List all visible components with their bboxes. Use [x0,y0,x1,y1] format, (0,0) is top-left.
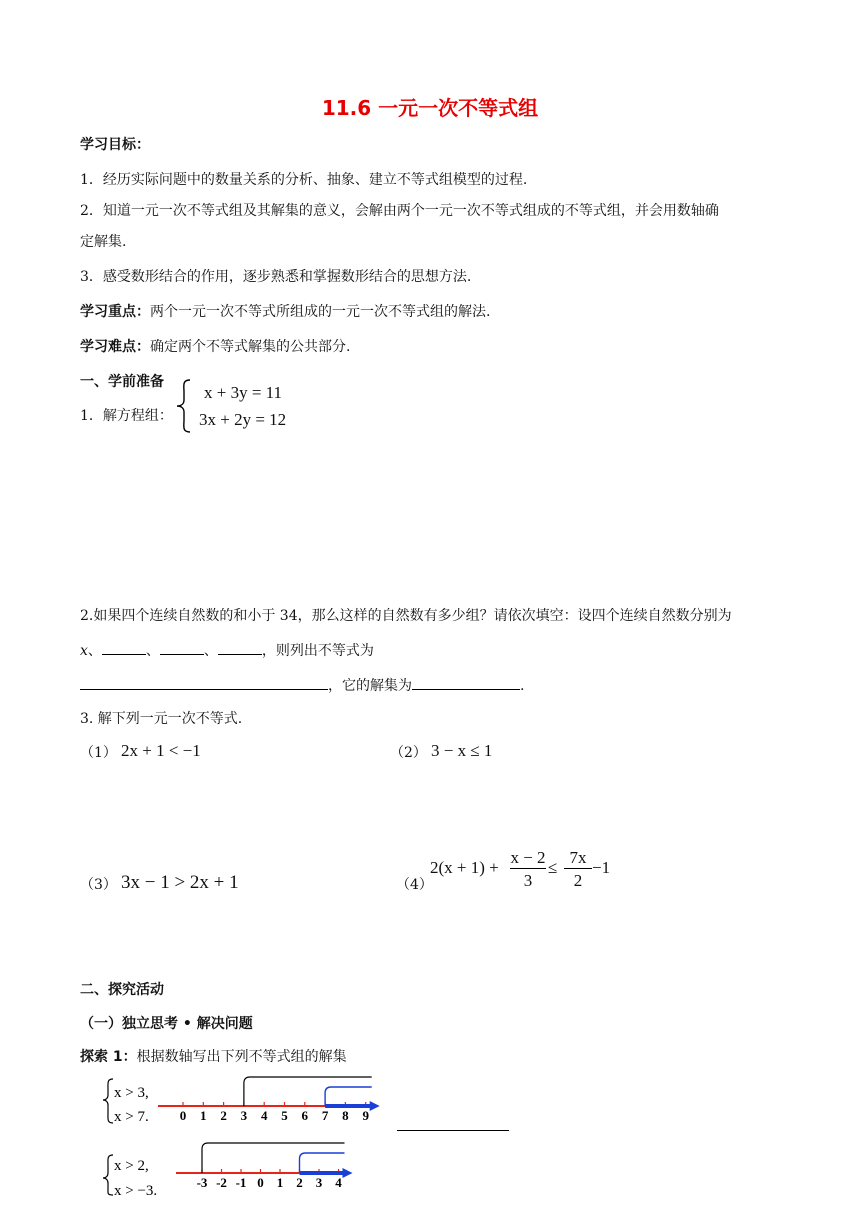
problem-2-label: （2） [390,745,427,761]
le-sign: ≤ [548,858,558,877]
solution-bracket [202,1143,345,1173]
section2-heading: 二、探究活动 [80,982,164,998]
tick-label: 4 [260,1108,268,1123]
q1-label: 1．解方程组： [80,408,173,424]
number-line-1 [100,1075,390,1130]
tick-label: 0 [179,1108,187,1123]
section1-heading: 一、学前准备 [80,374,164,390]
tick-label: -2 [216,1175,227,1190]
q2-line2-end: ，则列出不等式为 [261,643,374,659]
separator: 、 [145,643,160,659]
inequality-2: x > 7. [114,1109,149,1125]
explore-1 [80,1047,347,1067]
inequality-1: x > 3, [114,1085,149,1101]
answer-blank[interactable] [102,640,146,655]
frac2-bar [564,868,592,869]
objective-item: 3．感受数形结合的作用，逐步熟悉和掌握数形结合的思想方法. [80,269,472,285]
problem-1-label: （1） [80,745,117,761]
tick-label: -1 [235,1175,247,1190]
explore-text: 根据数轴写出下列不等式组的解集 [136,1049,347,1065]
tick-label: 4 [335,1175,342,1190]
tick-label: 3 [315,1175,323,1190]
system-brace [103,1155,113,1195]
problem-3-expr: 3x − 1 > 2x + 1 [121,872,239,893]
frac2-denominator: 2 [573,871,583,890]
problem-4-tail: −1 [592,858,611,877]
q2-line3 [80,675,524,696]
var-x: x [80,643,88,659]
inequality-1: x > 2, [114,1158,149,1174]
inequality-blank[interactable] [80,675,328,690]
equation-1: x + 3y = 11 [204,383,283,402]
tick-label: -3 [196,1175,208,1190]
page-title: 11.6 一元一次不等式组 [321,96,539,120]
objective-item: 1．经历实际问题中的数量关系的分析、抽象、建立不等式组模型的过程. [80,172,528,188]
solution-blank[interactable] [412,675,520,690]
problem-2-expr: 3 − x ≤ 1 [431,741,493,760]
q2-line3-end: . [520,678,525,694]
q2-line2 [80,640,374,661]
subsection-heading: （一）独立思考 • 解决问题 [80,1016,253,1032]
q2-line3-mid: ，它的解集为 [328,678,412,694]
tick-label: 3 [240,1108,248,1123]
equation-2: 3x + 2y = 12 [199,410,287,429]
tick-label: 9 [362,1108,369,1123]
solution-bracket [300,1153,345,1173]
frac1-denominator: 3 [523,871,533,890]
difficulty-text: 确定两个不等式解集的公共部分. [150,339,351,355]
key-point-text: 两个一元一次不等式所组成的一元一次不等式组的解法. [150,304,491,320]
tick-label: 2 [220,1108,227,1123]
objectives-heading: 学习目标： [80,137,150,153]
inequality-2: x > −3. [114,1183,158,1197]
tick-label: 1 [200,1108,207,1123]
q2-line1: 2.如果四个连续自然数的和小于 34，那么这样的自然数有多少组？请依次填空：设四个连续自然数分别为 [80,608,732,624]
tick-label: 8 [342,1108,349,1123]
q3-label: 3. 解下列一元一次不等式. [80,711,243,727]
difficulty-label: 学习难点： [80,339,150,355]
key-point [80,302,490,322]
frac2-numerator: 7x [569,848,587,867]
system-brace [172,378,202,434]
problem-3-label: （3） [80,877,117,893]
key-point-label: 学习重点： [80,304,150,320]
problem-4-label: （4） [396,877,433,893]
tick-label: 6 [301,1108,309,1123]
tick-label: 5 [281,1108,288,1123]
frac1-bar [510,868,546,869]
difficulty [80,337,350,357]
frac1-numerator: x − 2 [510,848,546,867]
tick-label: 1 [276,1175,284,1190]
solution-bracket [325,1087,372,1106]
objective-item: 定解集. [80,234,127,250]
answer-blank[interactable] [218,640,262,655]
number-line-2 [100,1135,390,1197]
separator: 、 [87,643,102,659]
solution-bracket [244,1077,372,1106]
answer-line[interactable] [397,1130,509,1131]
tick-label: 7 [321,1108,329,1123]
separator: 、 [203,643,218,659]
problem-4-lead: 2(x + 1) + [430,858,499,877]
objective-item: 2．知道一元一次不等式组及其解集的意义，会解由两个一元一次不等式组成的不等式组，并会用数轴确 [80,203,719,219]
problem-1-expr: 2x + 1 < −1 [121,741,201,760]
answer-blank[interactable] [160,640,204,655]
tick-label: 0 [257,1175,264,1190]
tick-label: 2 [296,1175,303,1190]
system-brace [103,1079,113,1123]
explore-label: 探索 1： [80,1049,137,1065]
